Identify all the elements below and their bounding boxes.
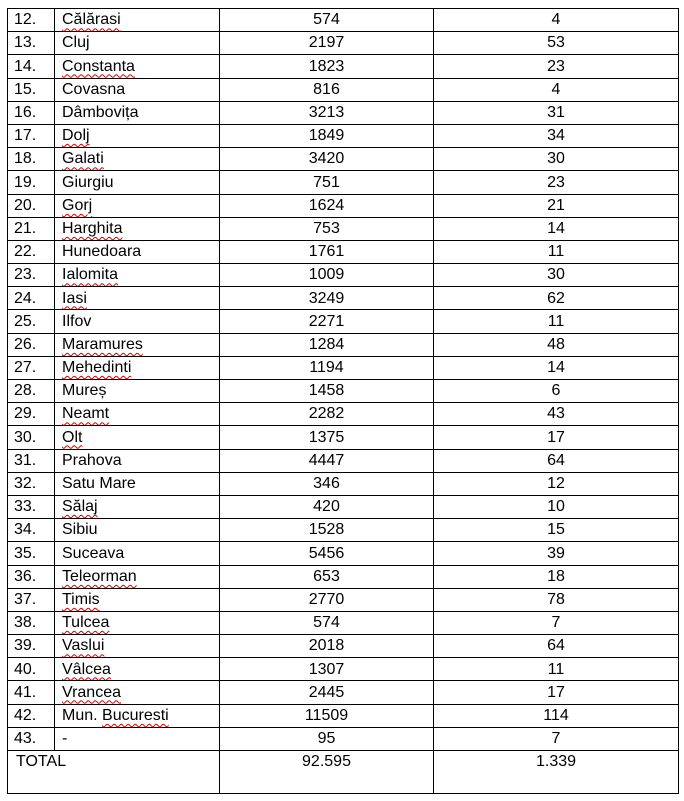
county-name-plain: Giurgiu <box>62 173 114 191</box>
row-number-cell: 26. <box>8 333 55 356</box>
county-name-plain: Cluj <box>62 34 90 52</box>
value2-cell: 78 <box>434 588 679 611</box>
county-name-cell <box>55 727 220 750</box>
county-name-misspelled: Vâlcea <box>62 660 111 678</box>
row-number-cell: 39. <box>8 635 55 658</box>
value2-cell: 12 <box>434 472 679 495</box>
county-name-cell <box>55 78 220 101</box>
total-label-cell: TOTAL <box>8 751 220 794</box>
value1-cell: 5456 <box>220 542 434 565</box>
value1-cell: 2197 <box>220 32 434 55</box>
table-row <box>8 588 679 611</box>
table-row <box>8 240 679 263</box>
value1-cell: 1375 <box>220 426 434 449</box>
table-row <box>8 565 679 588</box>
table-row <box>8 78 679 101</box>
value1-cell: 95 <box>220 727 434 750</box>
value1-cell: 1528 <box>220 519 434 542</box>
county-name-cell <box>55 194 220 217</box>
county-name-misspelled: Harghita <box>62 219 123 237</box>
value2-cell: 11 <box>434 310 679 333</box>
value2-cell: 18 <box>434 565 679 588</box>
county-data-table <box>7 8 679 794</box>
value1-cell: 2018 <box>220 635 434 658</box>
value1-cell: 1194 <box>220 356 434 379</box>
table-row <box>8 101 679 124</box>
county-name-misspelled: Galati <box>62 150 104 168</box>
row-number-cell: 12. <box>8 9 55 32</box>
table-row <box>8 194 679 217</box>
county-name-plain: Suceava <box>62 544 125 562</box>
table-row <box>8 704 679 727</box>
county-name-misspelled: Vaslui <box>62 637 105 655</box>
value2-cell: 10 <box>434 495 679 518</box>
table-row <box>8 310 679 333</box>
county-name-misspelled: Mehedinti <box>62 359 132 377</box>
table-row <box>8 333 679 356</box>
county-name-cell <box>55 310 220 333</box>
value2-cell: 11 <box>434 240 679 263</box>
row-number-cell: 29. <box>8 403 55 426</box>
county-name-plain: Mun. <box>62 706 103 724</box>
county-name-cell <box>55 240 220 263</box>
value1-cell: 1284 <box>220 333 434 356</box>
county-name-misspelled: Maramures <box>62 335 143 353</box>
value1-cell: 4447 <box>220 449 434 472</box>
value1-cell: 2271 <box>220 310 434 333</box>
county-name-plain: Sibiu <box>62 521 98 539</box>
table-row <box>8 519 679 542</box>
value2-cell: 17 <box>434 426 679 449</box>
value1-cell: 1823 <box>220 55 434 78</box>
county-name-cell <box>55 495 220 518</box>
county-name-misspelled: Olt <box>62 428 83 446</box>
row-number-cell: 30. <box>8 426 55 449</box>
row-number-cell: 15. <box>8 78 55 101</box>
county-table-footer <box>8 751 679 794</box>
row-number-cell: 24. <box>8 287 55 310</box>
county-name-cell <box>55 171 220 194</box>
value2-cell: 48 <box>434 333 679 356</box>
row-number-cell: 27. <box>8 356 55 379</box>
row-number-cell: 36. <box>8 565 55 588</box>
value2-cell: 39 <box>434 542 679 565</box>
county-name-cell <box>55 403 220 426</box>
county-name-plain: Covasna <box>62 80 126 98</box>
county-name-cell <box>55 611 220 634</box>
county-table-body <box>8 9 679 751</box>
value1-cell: 653 <box>220 565 434 588</box>
value2-cell: 114 <box>434 704 679 727</box>
row-number-cell: 32. <box>8 472 55 495</box>
county-name-cell <box>55 565 220 588</box>
county-name-cell <box>55 55 220 78</box>
county-name-cell <box>55 472 220 495</box>
table-row <box>8 472 679 495</box>
row-number-cell: 25. <box>8 310 55 333</box>
row-number-cell: 34. <box>8 519 55 542</box>
county-name-cell <box>55 588 220 611</box>
county-name-cell <box>55 101 220 124</box>
county-name-misspelled: Dolj <box>62 127 90 145</box>
value1-cell: 753 <box>220 217 434 240</box>
table-row <box>8 287 679 310</box>
county-name-misspelled: Gorj <box>62 196 93 214</box>
table-row <box>8 380 679 403</box>
row-number-cell: 20. <box>8 194 55 217</box>
value1-cell: 3249 <box>220 287 434 310</box>
row-number-cell: 28. <box>8 380 55 403</box>
row-number-cell: 31. <box>8 449 55 472</box>
value1-cell: 346 <box>220 472 434 495</box>
value1-cell: 2445 <box>220 681 434 704</box>
value2-cell: 64 <box>434 635 679 658</box>
value1-cell: 1307 <box>220 658 434 681</box>
table-row <box>8 403 679 426</box>
table-row <box>8 658 679 681</box>
value1-cell: 574 <box>220 611 434 634</box>
county-name-cell <box>55 356 220 379</box>
value2-cell: 6 <box>434 380 679 403</box>
row-number-cell: 43. <box>8 727 55 750</box>
row-number-cell: 19. <box>8 171 55 194</box>
row-number-cell: 17. <box>8 124 55 147</box>
county-name-plain: Satu Mare <box>62 475 136 493</box>
county-name-plain: - <box>62 730 68 748</box>
value1-cell: 751 <box>220 171 434 194</box>
county-name-plain: Hunedoara <box>62 243 142 261</box>
table-row <box>8 542 679 565</box>
row-number-cell: 37. <box>8 588 55 611</box>
table-row <box>8 681 679 704</box>
county-name-cell <box>55 449 220 472</box>
total-value2-cell: 1.339 <box>434 751 679 794</box>
county-name-misspelled: Bucuresti <box>102 706 169 724</box>
county-name-plain: Prahova <box>62 451 122 469</box>
value1-cell: 2282 <box>220 403 434 426</box>
county-name-cell <box>55 635 220 658</box>
table-row <box>8 727 679 750</box>
value1-cell: 420 <box>220 495 434 518</box>
table-row <box>8 635 679 658</box>
county-name-cell <box>55 681 220 704</box>
table-row <box>8 217 679 240</box>
county-name-misspelled: Ialomita <box>62 266 119 284</box>
county-name-cell <box>55 264 220 287</box>
table-row <box>8 449 679 472</box>
value2-cell: 15 <box>434 519 679 542</box>
county-name-cell <box>55 658 220 681</box>
county-name-cell <box>55 704 220 727</box>
value2-cell: 17 <box>434 681 679 704</box>
row-number-cell: 21. <box>8 217 55 240</box>
row-number-cell: 14. <box>8 55 55 78</box>
value2-cell: 31 <box>434 101 679 124</box>
county-name-misspelled: Timis <box>62 590 100 608</box>
value1-cell: 816 <box>220 78 434 101</box>
value2-cell: 7 <box>434 611 679 634</box>
table-row <box>8 356 679 379</box>
county-name-misspelled: Vrancea <box>62 683 121 701</box>
value2-cell: 30 <box>434 264 679 287</box>
county-name-cell <box>55 32 220 55</box>
value2-cell: 53 <box>434 32 679 55</box>
row-number-cell: 35. <box>8 542 55 565</box>
county-name-cell <box>55 542 220 565</box>
value2-cell: 4 <box>434 9 679 32</box>
table-row <box>8 124 679 147</box>
county-name-misspelled: Iasi <box>62 289 87 307</box>
county-name-misspelled: Teleorman <box>62 567 137 585</box>
value2-cell: 34 <box>434 124 679 147</box>
county-name-cell <box>55 426 220 449</box>
row-number-cell: 23. <box>8 264 55 287</box>
total-row <box>8 751 679 794</box>
value1-cell: 1849 <box>220 124 434 147</box>
value2-cell: 43 <box>434 403 679 426</box>
county-name-misspelled: Tulcea <box>62 614 110 632</box>
value2-cell: 7 <box>434 727 679 750</box>
county-name-plain: Mureș <box>62 382 107 400</box>
row-number-cell: 41. <box>8 681 55 704</box>
value1-cell: 2770 <box>220 588 434 611</box>
value1-cell: 3420 <box>220 148 434 171</box>
county-name-plain: Ilfov <box>62 312 92 330</box>
county-name-cell <box>55 519 220 542</box>
table-row <box>8 32 679 55</box>
row-number-cell: 16. <box>8 101 55 124</box>
value2-cell: 23 <box>434 55 679 78</box>
row-number-cell: 33. <box>8 495 55 518</box>
row-number-cell: 40. <box>8 658 55 681</box>
value2-cell: 14 <box>434 217 679 240</box>
value1-cell: 574 <box>220 9 434 32</box>
value2-cell: 23 <box>434 171 679 194</box>
value1-cell: 1761 <box>220 240 434 263</box>
county-name-misspelled: Călărasi <box>62 11 121 29</box>
value1-cell: 3213 <box>220 101 434 124</box>
row-number-cell: 18. <box>8 148 55 171</box>
row-number-cell: 13. <box>8 32 55 55</box>
county-name-cell <box>55 380 220 403</box>
county-name-cell <box>55 217 220 240</box>
county-name-misspelled: Sălaj <box>62 498 98 516</box>
table-row <box>8 148 679 171</box>
county-name-cell <box>55 333 220 356</box>
value2-cell: 21 <box>434 194 679 217</box>
row-number-cell: 38. <box>8 611 55 634</box>
value2-cell: 30 <box>434 148 679 171</box>
county-name-cell <box>55 287 220 310</box>
value1-cell: 1624 <box>220 194 434 217</box>
row-number-cell: 42. <box>8 704 55 727</box>
table-row <box>8 9 679 32</box>
county-name-cell <box>55 9 220 32</box>
county-name-cell <box>55 124 220 147</box>
table-row <box>8 264 679 287</box>
value2-cell: 11 <box>434 658 679 681</box>
total-value1-cell: 92.595 <box>220 751 434 794</box>
value1-cell: 11509 <box>220 704 434 727</box>
value1-cell: 1009 <box>220 264 434 287</box>
value2-cell: 64 <box>434 449 679 472</box>
county-name-misspelled: Constanta <box>62 57 135 75</box>
row-number-cell: 22. <box>8 240 55 263</box>
table-row <box>8 171 679 194</box>
county-name-cell <box>55 148 220 171</box>
table-row <box>8 611 679 634</box>
value1-cell: 1458 <box>220 380 434 403</box>
table-row <box>8 495 679 518</box>
value2-cell: 62 <box>434 287 679 310</box>
county-name-plain: Dâmbovița <box>62 104 139 122</box>
county-name-misspelled: Neamt <box>62 405 110 423</box>
table-row <box>8 55 679 78</box>
value2-cell: 4 <box>434 78 679 101</box>
table-row <box>8 426 679 449</box>
value2-cell: 14 <box>434 356 679 379</box>
